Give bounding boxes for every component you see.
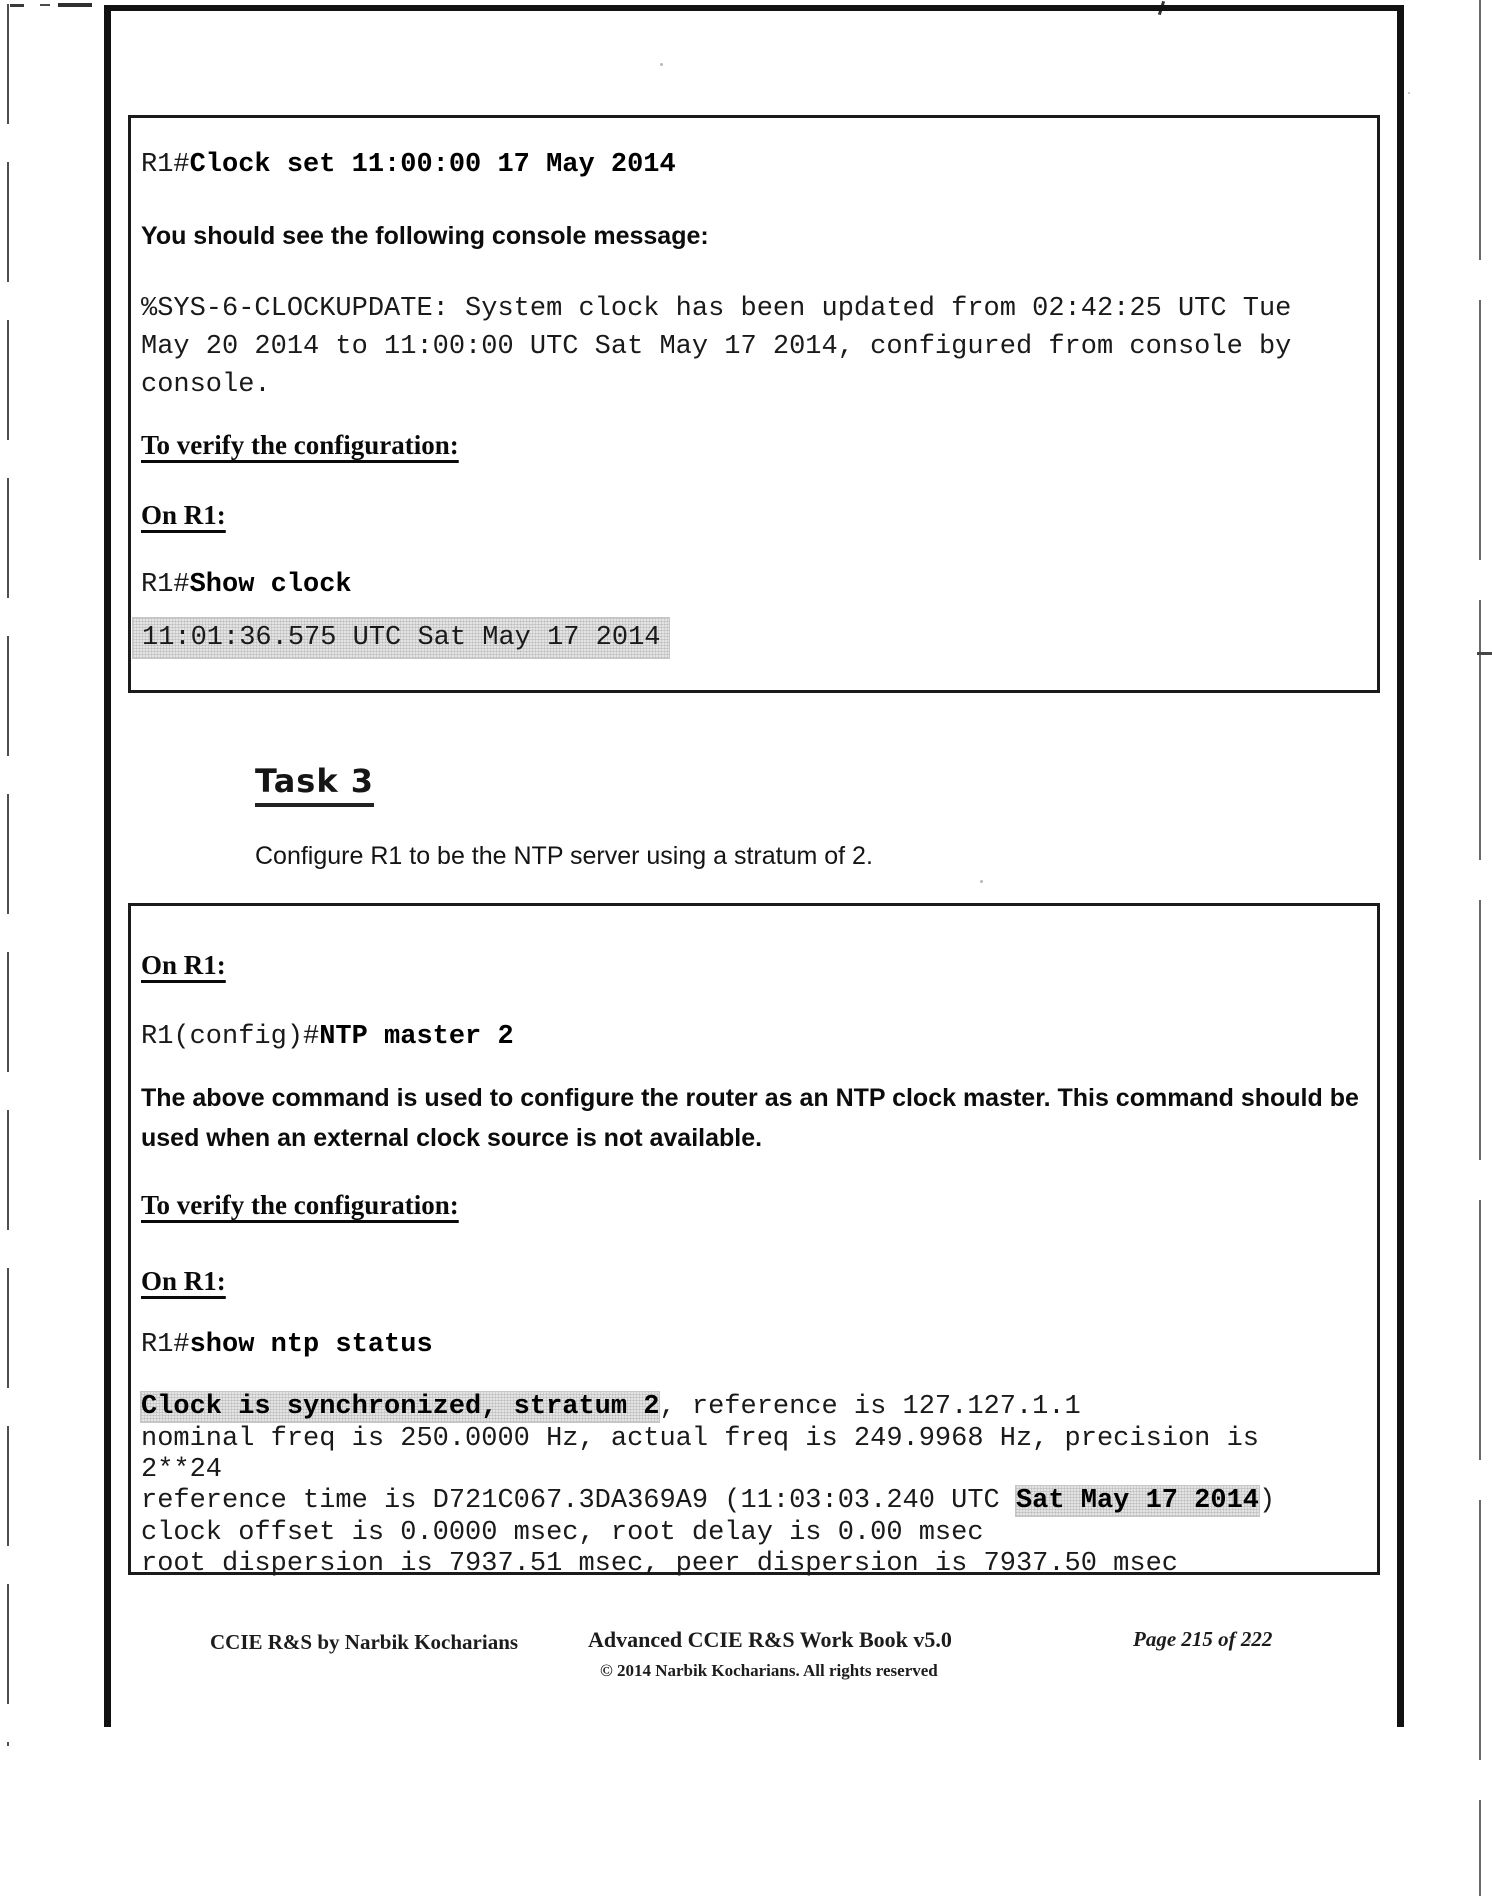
ntp-status-highlight: Clock is synchronized, stratum 2 xyxy=(141,1392,660,1422)
scan-artifact-right-line xyxy=(1479,0,1481,1896)
cli-prompt: R1# xyxy=(141,570,190,600)
ntp-status-line: 2**24 xyxy=(141,1455,223,1485)
task-title: Task 3 xyxy=(255,762,374,807)
clock-output-highlight: 11:01:36.575 UTC Sat May 17 2014 xyxy=(133,618,669,658)
console-output-line: %SYS-6-CLOCKUPDATE: System clock has been updated from 02:42:25 UTC Tue xyxy=(141,294,1292,324)
ntp-status-line: clock offset is 0.0000 msec, root delay is 0.00 msec xyxy=(141,1518,984,1548)
section-heading-on-r1: On R1: xyxy=(141,950,226,980)
footer-book-title: Advanced CCIE R&S Work Book v5.0 xyxy=(588,1627,952,1652)
console-note: You should see the following console message: xyxy=(141,222,709,250)
cli-prompt: R1(config)# xyxy=(141,1022,320,1052)
clock-output-highlight-wrap xyxy=(133,618,669,658)
task-title-wrap xyxy=(255,762,374,807)
cli-line xyxy=(141,1022,514,1052)
scan-artifact-left-line xyxy=(7,4,9,1746)
footer-copyright: © 2014 Narbik Kocharians. All rights reserved xyxy=(600,1661,938,1680)
cli-line xyxy=(141,1330,433,1360)
scan-artifact-right-tick xyxy=(1477,652,1492,655)
ntp-status-text: ) xyxy=(1259,1486,1276,1516)
section-heading-verify: To verify the configuration: xyxy=(141,1190,459,1220)
cli-command: show ntp status xyxy=(189,1330,433,1360)
scan-artifact-top-dash xyxy=(10,4,24,7)
section-heading-verify: To verify the configuration: xyxy=(141,430,459,460)
section-heading-on-r1: On R1: xyxy=(141,1266,226,1296)
ntp-status-line: root dispersion is 7937.51 msec, peer dispersion is 7937.50 msec xyxy=(141,1549,1178,1579)
ntp-status-line: nominal freq is 250.0000 Hz, actual freq is 249.9968 Hz, precision is xyxy=(141,1424,1259,1454)
ntp-status-text: , reference is 127.127.1.1 xyxy=(659,1392,1081,1422)
ntp-status-line xyxy=(141,1392,1081,1422)
cli-command: Clock set 11:00:00 17 May 2014 xyxy=(189,150,676,180)
console-output-line: console. xyxy=(141,370,271,400)
explanation-paragraph: The above command is used to configure the router as an NTP clock master. This command should be xyxy=(141,1084,1359,1112)
cli-prompt: R1# xyxy=(141,150,190,180)
cli-line xyxy=(141,570,352,600)
console-box-1 xyxy=(128,115,1380,693)
section-heading-on-r1: On R1: xyxy=(141,500,226,530)
task-description: Configure R1 to be the NTP server using a stratum of 2. xyxy=(255,842,873,870)
footer-page-number: Page 215 of 222 xyxy=(1133,1627,1273,1651)
ntp-status-line xyxy=(141,1486,1275,1516)
footer-author: CCIE R&S by Narbik Kocharians xyxy=(210,1630,519,1654)
scan-speckle xyxy=(1408,92,1410,94)
cli-command: Show clock xyxy=(189,570,352,600)
cli-prompt: R1# xyxy=(141,1330,190,1360)
console-box-2 xyxy=(128,903,1380,1579)
ntp-status-text: reference time is D721C067.3DA369A9 (11:03:03.240 UTC xyxy=(141,1486,1016,1516)
scan-artifact-top-dash xyxy=(58,3,92,7)
console-output-line: May 20 2014 to 11:00:00 UTC Sat May 17 2014, configured from console by xyxy=(141,332,1292,362)
scan-artifact-top-dash xyxy=(40,4,50,6)
explanation-paragraph: used when an external clock source is not available. xyxy=(141,1124,763,1152)
ntp-status-highlight: Sat May 17 2014 xyxy=(1015,1486,1259,1516)
cli-line xyxy=(141,150,676,180)
cli-command: NTP master 2 xyxy=(319,1022,514,1052)
